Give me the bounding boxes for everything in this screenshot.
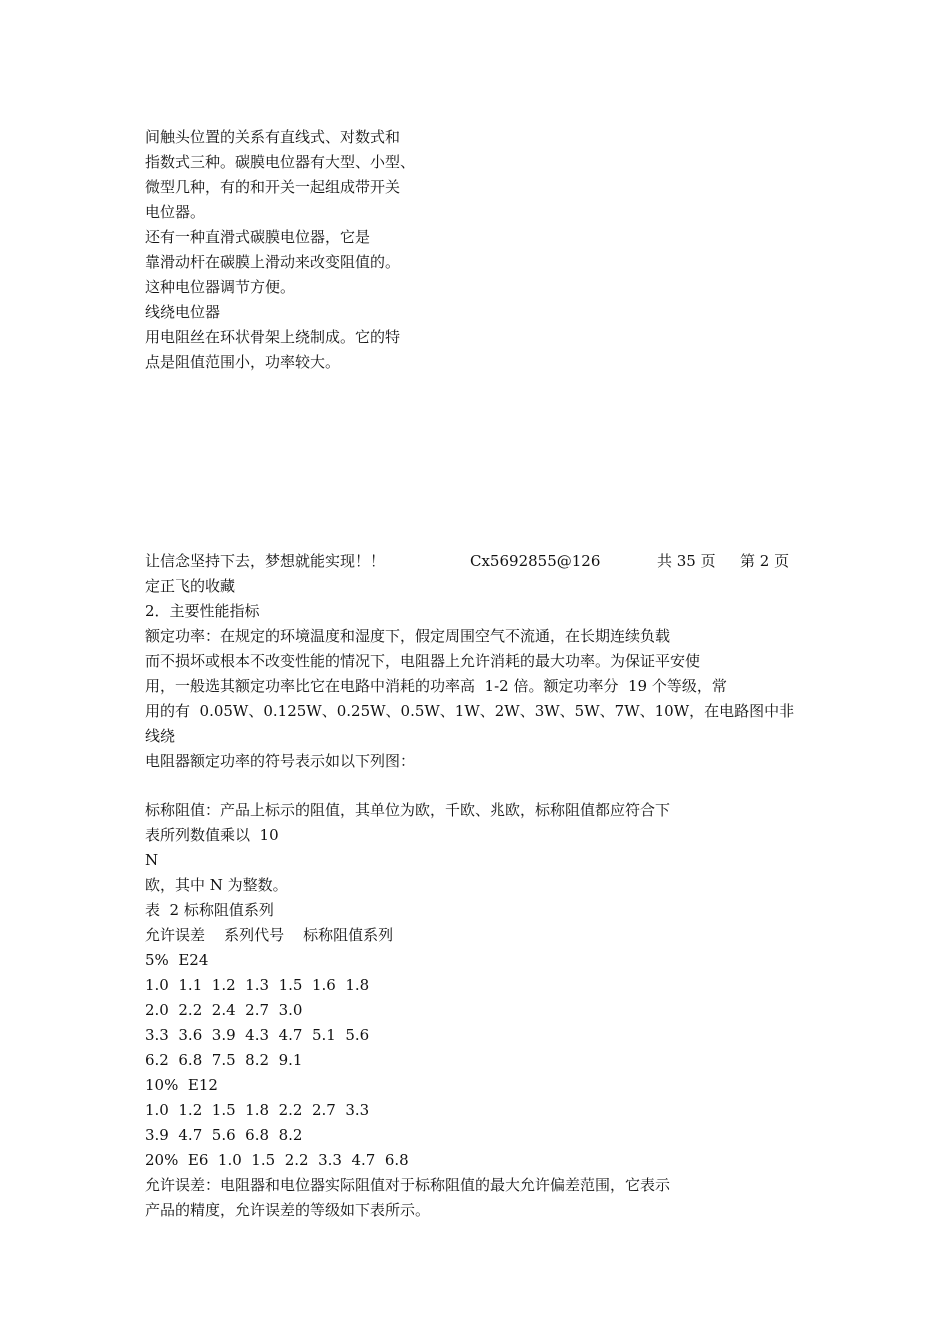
- table-row: 1.0 1.2 1.5 1.8 2.2 2.7 3.3: [145, 1101, 370, 1119]
- table-caption: 表 2 标称阻值系列: [145, 901, 274, 919]
- text-line: 间触头位置的关系有直线式、对数式和: [145, 128, 401, 146]
- text-line: 靠滑动杆在碳膜上滑动来改变阻值的。: [145, 253, 401, 271]
- table-row: 3.9 4.7 5.6 6.8 8.2: [145, 1126, 303, 1144]
- collection-note: 定正飞的收藏: [145, 577, 236, 595]
- text-line: 电阻器额定功率的符号表示如以下列图：: [145, 752, 416, 770]
- text-line: 线绕: [145, 727, 176, 745]
- table-row: 6.2 6.8 7.5 8.2 9.1: [145, 1051, 303, 1069]
- table-row: 20% E6 1.0 1.5 2.2 3.3 4.7 6.8: [145, 1151, 409, 1169]
- exponent-line: N: [145, 851, 159, 869]
- text-line: 电位器。: [145, 203, 206, 221]
- table-row: 3.3 3.6 3.9 4.3 4.7 5.1 5.6: [145, 1026, 370, 1044]
- table-header: 允许误差 系列代号 标称阻值系列: [145, 926, 394, 944]
- text-line: 用的有 0.05W、0.125W、0.25W、0.5W、1W、2W、3W、5W、7W、10W，在电路图中非: [145, 702, 795, 720]
- footer-motto: 让信念坚持下去，梦想就能实现！！: [145, 552, 386, 570]
- footer-page-number: 第 2 页: [740, 552, 790, 570]
- subheading: 线绕电位器: [145, 303, 221, 321]
- text-line: 产品的精度，允许误差的等级如下表所示。: [145, 1201, 431, 1219]
- text-line: 额定功率：在规定的环境温度和湿度下，假定周围空气不流通，在长期连续负载: [145, 627, 671, 645]
- text-line: 欧，其中 N 为整数。: [145, 876, 288, 894]
- footer-email: Cx5692855@126: [470, 552, 601, 570]
- text-line: 这种电位器调节方便。: [145, 278, 296, 296]
- text-line: 用，一般选其额定功率比它在电路中消耗的功率高 1-2 倍。额定功率分 19 个等级，常: [145, 677, 727, 695]
- text-line: 微型几种，有的和开关一起组成带开关: [145, 178, 401, 196]
- footer-total-pages: 共 35 页: [657, 552, 716, 570]
- text-line: 点是阻值范围小，功率较大。: [145, 353, 341, 371]
- text-line: 表所列数值乘以 10: [145, 826, 279, 844]
- text-line: 标称阻值：产品上标示的阻值，其单位为欧，千欧、兆欧，标称阻值都应符合下: [145, 801, 671, 819]
- text-line: 而不损坏或根本不改变性能的情况下，电阻器上允许消耗的最大功率。为保证平安使: [145, 652, 701, 670]
- table-row: 10% E12: [145, 1076, 218, 1094]
- table-row: 1.0 1.1 1.2 1.3 1.5 1.6 1.8: [145, 976, 370, 994]
- table-row: 5% E24: [145, 951, 209, 969]
- table-row: 2.0 2.2 2.4 2.7 3.0: [145, 1001, 303, 1019]
- section-heading: 2．主要性能指标: [145, 602, 260, 620]
- text-line: 用电阻丝在环状骨架上绕制成。它的特: [145, 328, 401, 346]
- text-line: 还有一种直滑式碳膜电位器，它是: [145, 228, 371, 246]
- text-line: 指数式三种。碳膜电位器有大型、小型、: [145, 153, 416, 171]
- text-line: 允许误差：电阻器和电位器实际阻值对于标称阻值的最大允许偏差范围，它表示: [145, 1176, 671, 1194]
